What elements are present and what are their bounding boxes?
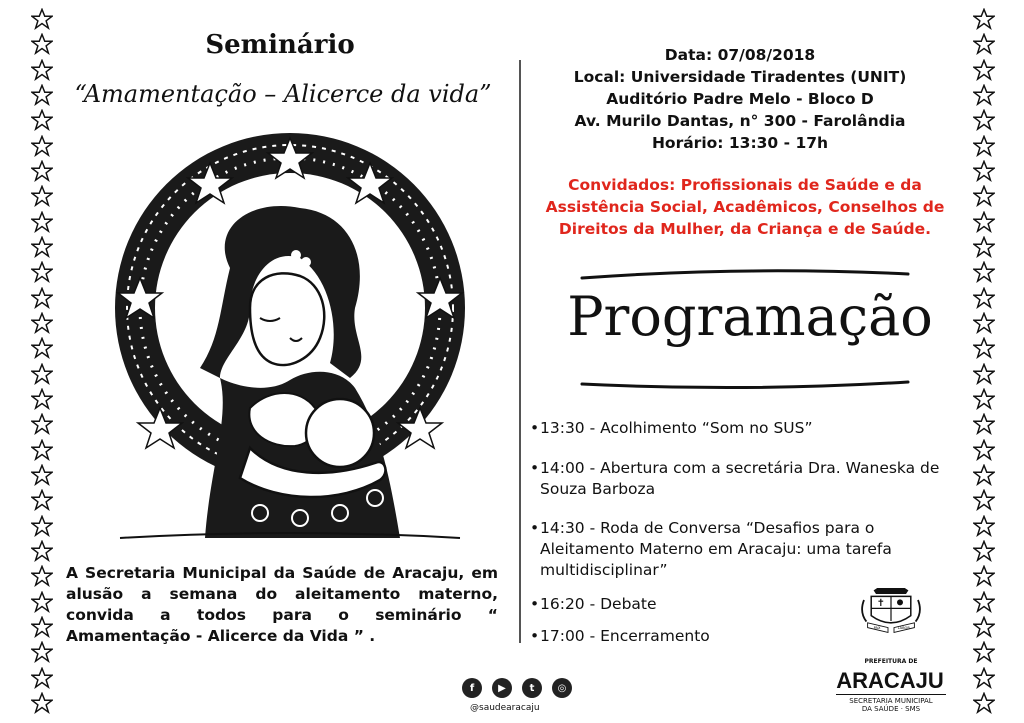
youtube-icon[interactable]: ▶: [492, 678, 512, 698]
star-icon: [973, 591, 995, 613]
star-icon: [973, 464, 995, 486]
star-icon: [31, 211, 53, 233]
star-icon: [31, 540, 53, 562]
star-icon: [31, 337, 53, 359]
twitter-icon[interactable]: t: [522, 678, 542, 698]
left-star-border: [28, 8, 56, 714]
star-icon: [31, 565, 53, 587]
bullet: •: [530, 595, 540, 613]
star-icon: [31, 464, 53, 486]
event-type: Seminário: [205, 30, 355, 60]
star-icon: [973, 8, 995, 30]
mother-breastfeeding-illustration: [100, 118, 480, 548]
star-icon: [973, 211, 995, 233]
event-location: Local: Universidade Tiradentes (UNIT): [573, 68, 907, 86]
schedule-item: [530, 418, 960, 439]
star-icon: [973, 312, 995, 334]
star-icon: [31, 84, 53, 106]
bottom-swoosh-divider: [580, 378, 910, 392]
facebook-icon[interactable]: f: [462, 678, 482, 698]
star-icon: [973, 692, 995, 714]
logo-name: ARACAJU: [836, 668, 944, 693]
star-icon: [31, 616, 53, 638]
star-icon: [973, 489, 995, 511]
column-divider: [519, 60, 521, 643]
star-icon: [31, 692, 53, 714]
guests-text: Convidados: Profissionais de Saúde e da Assistência Social, Acadêmicos, Conselhos de Direitos da Mulher, da Criança e de Saúde.: [545, 176, 945, 238]
logo-top-text: PREFEITURA DE: [864, 658, 918, 665]
star-icon: [31, 8, 53, 30]
right-star-border: [970, 8, 998, 714]
star-icon: [31, 641, 53, 663]
star-icon: [31, 667, 53, 689]
star-icon: [31, 236, 53, 258]
bullet: •: [530, 519, 540, 537]
star-icon: [31, 413, 53, 435]
star-icon: [31, 363, 53, 385]
star-icon: [973, 540, 995, 562]
schedule-item-text: 14:00 - Abertura com a secretária Dra. Waneska de Souza Barboza: [540, 459, 940, 498]
star-icon: [31, 135, 53, 157]
schedule-item-text: 16:20 - Debate: [540, 595, 657, 613]
star-icon: [973, 565, 995, 587]
star-icon: [31, 439, 53, 461]
schedule-item-text: 17:00 - Encerramento: [540, 627, 710, 645]
bullet: •: [530, 627, 540, 645]
star-icon: [31, 489, 53, 511]
star-icon: [973, 261, 995, 283]
schedule-item-text: 14:30 - Roda de Conversa “Desafios para o Aleitamento Materno em Aracaju: uma tarefa multidisciplinar”: [540, 519, 892, 579]
intro-paragraph: A Secretaria Municipal da Saúde de Aracaju, em alusão a semana do aleitamento materno, convida a todos para o seminário “ Amamentação - Alicerce da Vida ” .: [66, 564, 498, 645]
star-icon: [973, 287, 995, 309]
event-time: Horário: 13:30 - 17h: [651, 134, 829, 152]
star-icon: [973, 109, 995, 131]
event-date: Data: 07/08/2018: [664, 46, 816, 64]
instagram-icon[interactable]: ◎: [552, 678, 572, 698]
star-icon: [31, 287, 53, 309]
schedule-item: [530, 458, 960, 500]
schedule-item: [530, 518, 960, 581]
star-icon: [31, 591, 53, 613]
schedule-item-text: 13:30 - Acolhimento “Som no SUS”: [540, 419, 813, 437]
star-icon: [973, 185, 995, 207]
star-icon: [973, 337, 995, 359]
star-icon: [973, 641, 995, 663]
program-title: Programação: [567, 285, 933, 348]
star-icon: [973, 388, 995, 410]
logo-subtitle-line2: DA SAÚDE · SMS: [861, 705, 921, 713]
logo-subtitle: [836, 694, 946, 713]
star-icon: [973, 413, 995, 435]
star-icon: [31, 160, 53, 182]
logo-subtitle-line1: SECRETARIA MUNICIPAL: [849, 697, 933, 705]
star-icon: [973, 135, 995, 157]
star-icon: [973, 160, 995, 182]
star-icon: [31, 261, 53, 283]
event-info: [540, 44, 940, 154]
star-icon: [973, 363, 995, 385]
star-icon: [31, 59, 53, 81]
event-auditorium: Auditório Padre Melo - Bloco D: [606, 90, 874, 108]
star-icon: [31, 109, 53, 131]
star-icon: [31, 33, 53, 55]
star-icon: [973, 84, 995, 106]
star-icon: [973, 236, 995, 258]
star-icon: [31, 185, 53, 207]
star-icon: [973, 515, 995, 537]
event-address: Av. Murilo Dantas, n° 300 - Farolândia: [574, 112, 906, 130]
logo-motto-right: LABOR: [897, 625, 910, 630]
top-swoosh-divider: [580, 268, 910, 282]
aracaju-coat-of-arms-logo: [836, 588, 946, 663]
bullet: •: [530, 419, 540, 437]
star-icon: [31, 515, 53, 537]
star-icon: [31, 388, 53, 410]
social-links: [462, 678, 572, 698]
star-icon: [31, 312, 53, 334]
bullet: •: [530, 459, 540, 477]
social-handle: @saudearacaju: [470, 703, 540, 713]
star-icon: [973, 667, 995, 689]
star-icon: [973, 33, 995, 55]
event-title: “Amamentação – Alicerce da vida”: [74, 80, 492, 108]
logo-motto-left: PAX: [873, 625, 881, 630]
star-icon: [973, 439, 995, 461]
star-icon: [973, 616, 995, 638]
star-icon: [973, 59, 995, 81]
